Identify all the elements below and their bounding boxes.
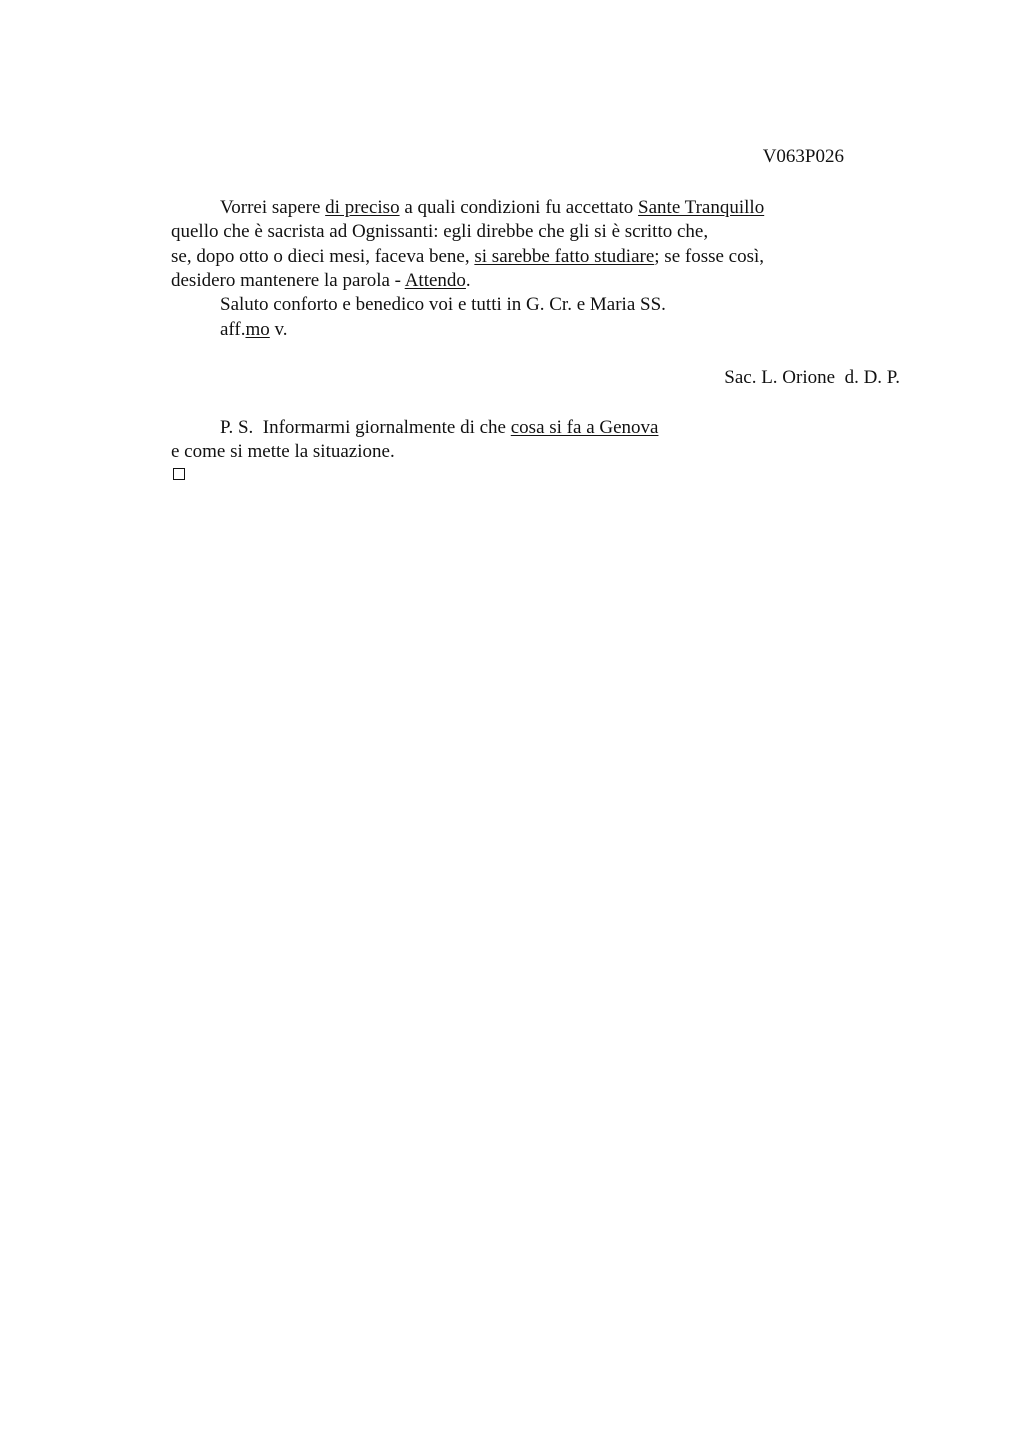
body-line-4: desidero mantenere la parola - Attendo. xyxy=(171,270,471,291)
document-reference: V063P026 xyxy=(762,146,844,167)
underlined-phrase: cosa si fa a Genova xyxy=(510,417,659,438)
underlined-abbrev: mo xyxy=(245,319,270,340)
body-line-2: quello che è sacrista ad Ognissanti: egli direbbe che gli si è scritto che, xyxy=(171,221,709,242)
postscript-line-1: P. S. Informarmi giornalmente di che cosa si fa a Genova xyxy=(220,417,659,438)
underlined-phrase: si sarebbe fatto studiare xyxy=(474,246,655,267)
underlined-name: Sante Tranquillo xyxy=(638,197,765,218)
closing-line: aff.mo v. xyxy=(220,319,288,340)
underlined-phrase: di preciso xyxy=(325,197,400,218)
body-line-3: se, dopo otto o dieci mesi, faceva bene, si sarebbe fatto studiare; se fosse così, xyxy=(171,246,765,267)
body-line-1: Vorrei sapere di preciso a quali condizioni fu accettato Sante Tranquillo xyxy=(220,197,765,218)
square-glyph-icon xyxy=(173,468,185,480)
signature: Sac. L. Orione d. D. P. xyxy=(724,367,900,388)
underlined-word: Attendo xyxy=(404,270,466,291)
body-line-5: Saluto conforto e benedico voi e tutti in G. Cr. e Maria SS. xyxy=(220,294,666,315)
postscript-line-2: e come si mette la situazione. xyxy=(171,441,395,462)
